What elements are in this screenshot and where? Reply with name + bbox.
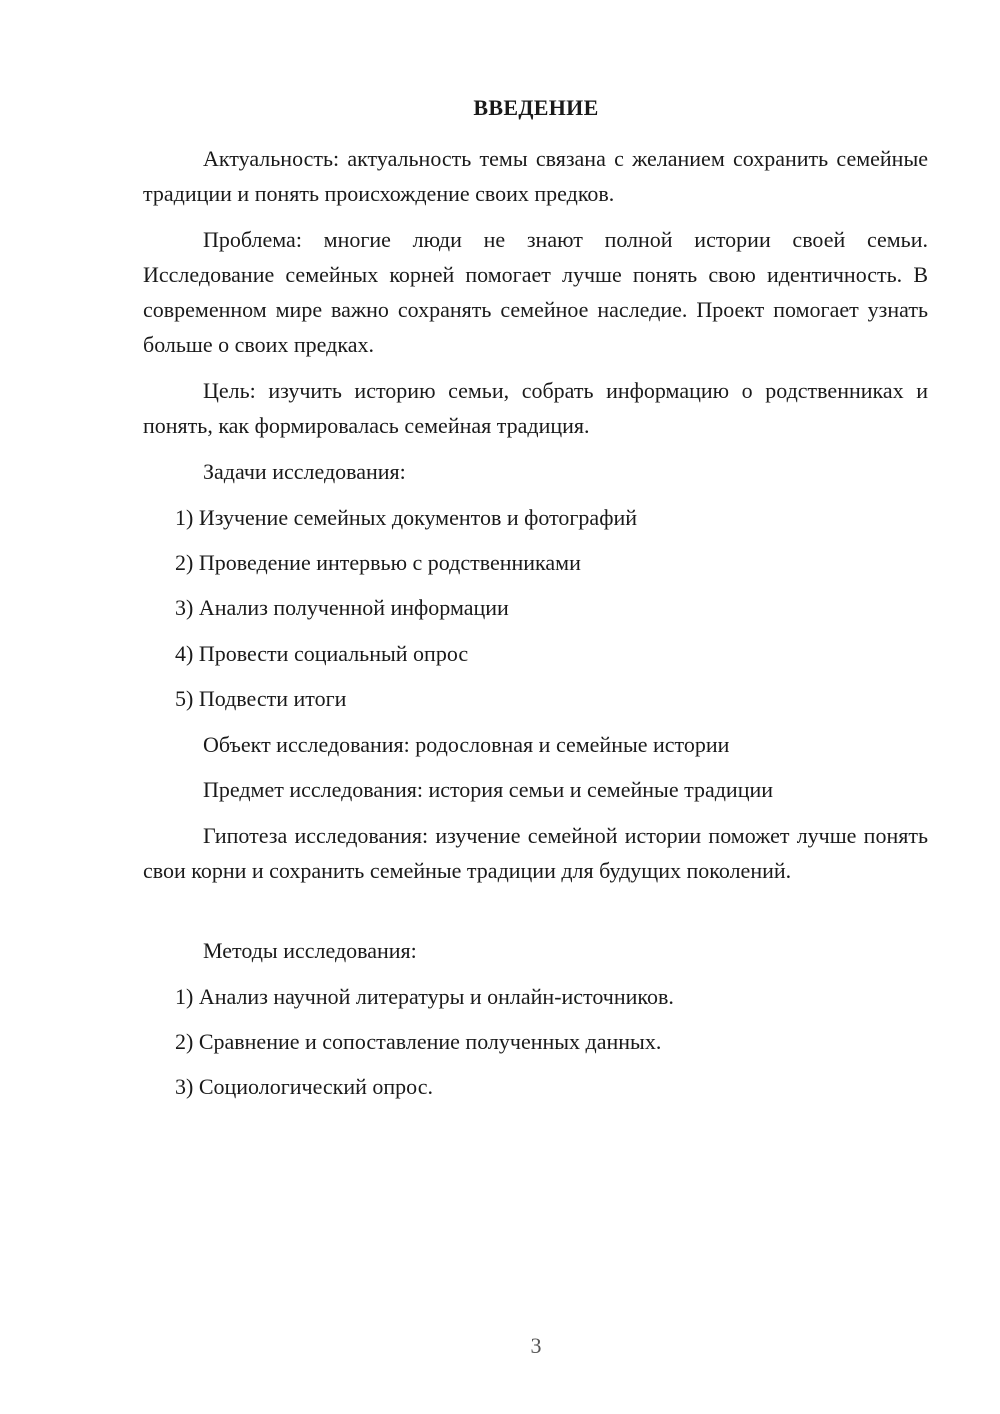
- subject-text: Предмет исследования: история семьи и семейные традиции: [203, 777, 774, 802]
- goal-paragraph: [143, 373, 928, 443]
- list-item: 2) Проведение интервью с родственниками: [175, 550, 581, 575]
- tasks-list-item: [143, 636, 928, 671]
- methods-list-item: [143, 979, 928, 1014]
- methods-list-item: [143, 1024, 928, 1059]
- tasks-heading-block: [143, 454, 928, 489]
- problem-paragraph: [143, 222, 928, 362]
- tasks-heading: Задачи исследования:: [203, 459, 406, 484]
- page-number: 3: [530, 1333, 542, 1358]
- relevance-text: Актуальность: актуальность темы связана с желанием сохранить семейные традиции и понять происхождение своих предков.: [143, 146, 928, 206]
- object-block: [143, 727, 928, 762]
- object-text: Объект исследования: родословная и семейные истории: [203, 732, 730, 757]
- list-item: 5) Подвести итоги: [175, 686, 347, 711]
- methods-heading-block: [143, 933, 928, 968]
- goal-text: Цель: изучить историю семьи, собрать информацию о родственниках и понять, как формировалась семейная традиция.: [143, 378, 928, 438]
- list-item: 2) Сравнение и сопоставление полученных данных.: [175, 1029, 662, 1054]
- list-item: 1) Изучение семейных документов и фотографий: [175, 505, 637, 530]
- tasks-list-item: [143, 590, 928, 625]
- hypothesis-text: Гипотеза исследования: изучение семейной истории поможет лучше понять свои корни и сохранить семейные традиции для будущих поколений.: [143, 823, 928, 883]
- list-item: 4) Провести социальный опрос: [175, 641, 469, 666]
- page-title: ВВЕДЕНИЕ: [473, 95, 599, 120]
- problem-text: Проблема: многие люди не знают полной истории своей семьи. Исследование семейных корней помогает лучше понять свою идентичность. В современном мире важно сохранять семейное наследие. Проект помогает узнать больше о своих предках.: [143, 227, 928, 357]
- hypothesis-paragraph: [143, 818, 928, 888]
- methods-heading: Методы исследования:: [203, 938, 417, 963]
- methods-list-item: [143, 1069, 928, 1104]
- subject-block: [143, 772, 928, 807]
- tasks-list-item: [143, 681, 928, 716]
- list-item: 1) Анализ научной литературы и онлайн-источников.: [175, 984, 674, 1009]
- list-item: 3) Социологический опрос.: [175, 1074, 433, 1099]
- tasks-list-item: [143, 500, 928, 535]
- relevance-paragraph: [143, 141, 928, 211]
- tasks-list-item: [143, 545, 928, 580]
- list-item: 3) Анализ полученной информации: [175, 595, 509, 620]
